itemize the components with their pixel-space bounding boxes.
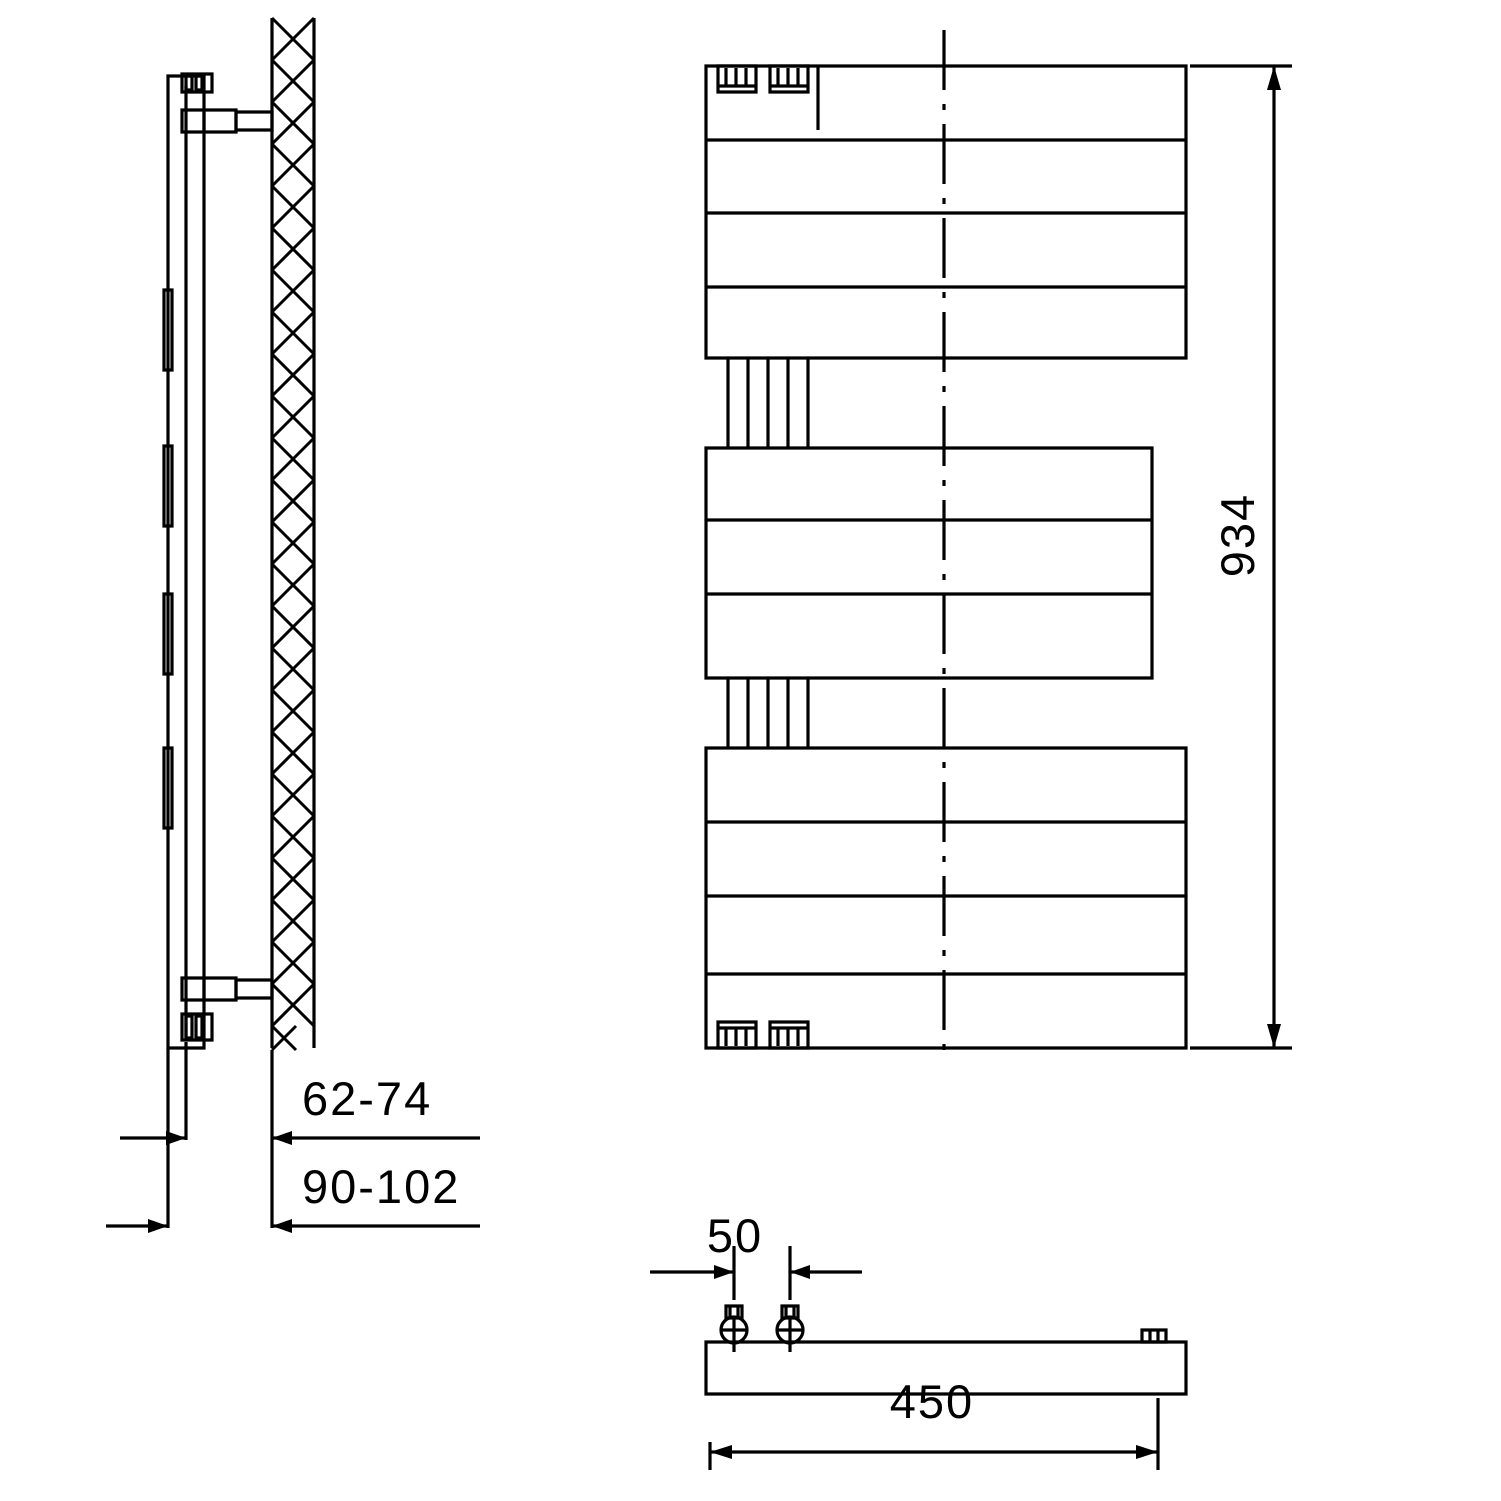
top-bracket-rib-1 <box>186 76 192 90</box>
dimension-label-90-102: 90-102 <box>302 1160 461 1213</box>
top-plan-view <box>650 1246 1186 1470</box>
dimension-934 <box>1267 66 1281 1048</box>
dimension-62-74 <box>120 1131 480 1145</box>
bottom-wall-fixing <box>236 980 272 998</box>
dimension-50 <box>650 1265 862 1279</box>
side-elevation-view <box>106 18 480 1233</box>
dimension-label-450: 450 <box>889 1375 975 1428</box>
plan-valve-1 <box>721 1306 747 1352</box>
wall-hatch <box>272 18 314 1050</box>
bottom-bracket-rib-1 <box>186 1016 192 1038</box>
plan-valve-2 <box>777 1306 803 1352</box>
plan-bracket-nub <box>1142 1330 1166 1342</box>
front-elevation-view <box>706 30 1292 1060</box>
front-panel-group-middle <box>706 448 1152 678</box>
dimension-90-102 <box>106 1219 480 1233</box>
top-bracket-arm <box>182 110 236 132</box>
front-panel-group-lower <box>706 748 1186 1048</box>
dimension-label-62-74: 62-74 <box>302 1072 433 1125</box>
dimension-label-50: 50 <box>706 1209 764 1262</box>
bottom-bracket-rib-2 <box>196 1016 202 1038</box>
dimension-label-934: 934 <box>1211 492 1264 578</box>
bottom-bracket-arm <box>182 978 236 1000</box>
top-wall-fixing <box>236 112 272 130</box>
top-bracket-rib-2 <box>196 76 202 90</box>
